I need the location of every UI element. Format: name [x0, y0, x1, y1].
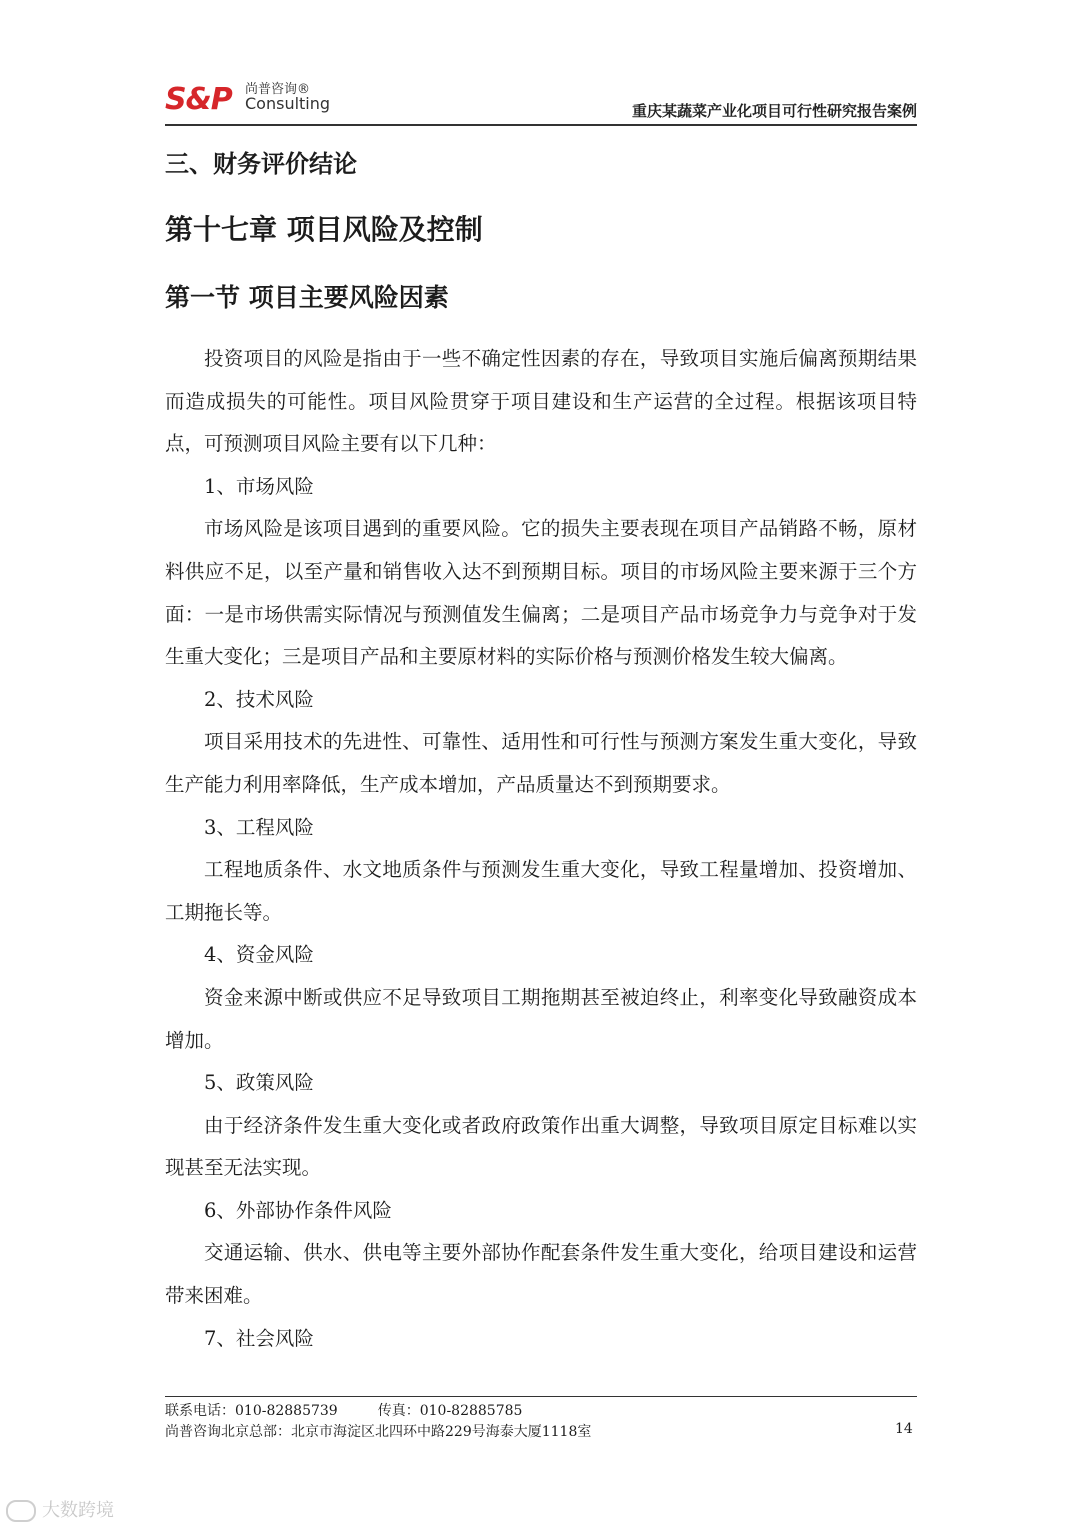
paragraph-market-risk: 市场风险是该项目遇到的重要风险。它的损失主要表现在项目产品销路不畅，原材料供应不足，以至产量和销售收入达不到预期目标。项目的市场风险主要来源于三个方面：一是市场供需实际情况与预测值发生偏离；二是项目产品市场竞争力与竞争对于发生重大变化；三是项目产品和主要原材料的实际价格与预测价格发生较大偏离。 [165, 517, 917, 669]
page-number: 14 [895, 1421, 913, 1437]
logo-mark: S&P [165, 82, 232, 117]
item-heading-policy-risk: 5、政策风险 [204, 1071, 314, 1095]
paragraph-technical-risk: 项目采用技术的先进性、可靠性、适用性和可行性与预测方案发生重大变化，导致生产能力利用率降低，生产成本增加，产品质量达不到预期要求。 [165, 730, 917, 796]
footer-divider [165, 1396, 917, 1397]
paragraph-engineering-risk: 工程地质条件、水文地质条件与预测发生重大变化，导致工程量增加、投资增加、工期拖长等。 [165, 858, 917, 924]
item-heading-engineering-risk: 3、工程风险 [204, 815, 314, 839]
footer-address: 尚普咨询北京总部：北京市海淀区北四环中路229号海泰大厦1118室 [165, 1424, 592, 1440]
paragraph-external-risk: 交通运输、供水、供电等主要外部协作配套条件发生重大变化，给项目建设和运营带来困难。 [165, 1241, 917, 1308]
item-heading-capital-risk: 4、资金风险 [204, 943, 314, 967]
footer-phone: 联系电话：010-82885739 [165, 1403, 338, 1419]
watermark [6, 1496, 114, 1522]
item-heading-market-risk: 1、市场风险 [204, 474, 314, 498]
paragraph-policy-risk: 由于经济条件发生重大变化或者政府政策作出重大调整，导致项目原定目标难以实现甚至无法实现。 [165, 1113, 917, 1180]
logo-chinese-name: 尚普咨询® [245, 82, 311, 97]
node-heading: 第一节 项目主要风险因素 [165, 283, 449, 312]
watermark-logo-icon [6, 1500, 36, 1522]
item-heading-technical-risk: 2、技术风险 [204, 687, 314, 711]
footer-fax: 传真：010-82885785 [377, 1403, 523, 1419]
chapter-heading: 第十七章 项目风险及控制 [165, 213, 483, 246]
page-header [165, 78, 917, 126]
report-title: 重庆某蔬菜产业化项目可行性研究报告案例 [631, 102, 917, 120]
section-heading: 三、财务评价结论 [165, 150, 357, 178]
body-text [165, 338, 917, 1360]
item-heading-social-risk: 7、社会风险 [204, 1326, 314, 1350]
paragraph-capital-risk: 资金来源中断或供应不足导致项目工期拖期甚至被迫终止，利率变化导致融资成本增加。 [165, 985, 917, 1052]
watermark-text: 大数跨境 [42, 1500, 114, 1521]
footer-contacts [165, 1400, 562, 1420]
item-heading-external-risk: 6、外部协作条件风险 [204, 1198, 392, 1222]
logo-english-name: Consulting [245, 94, 331, 113]
paragraph-intro: 投资项目的风险是指由于一些不确定性因素的存在，导致项目实施后偏离预期结果而造成损失的可能性。项目风险贯穿于项目建设和生产运营的全过程。根据该项目特点，可预测项目风险主要有以下几种： [165, 347, 917, 456]
